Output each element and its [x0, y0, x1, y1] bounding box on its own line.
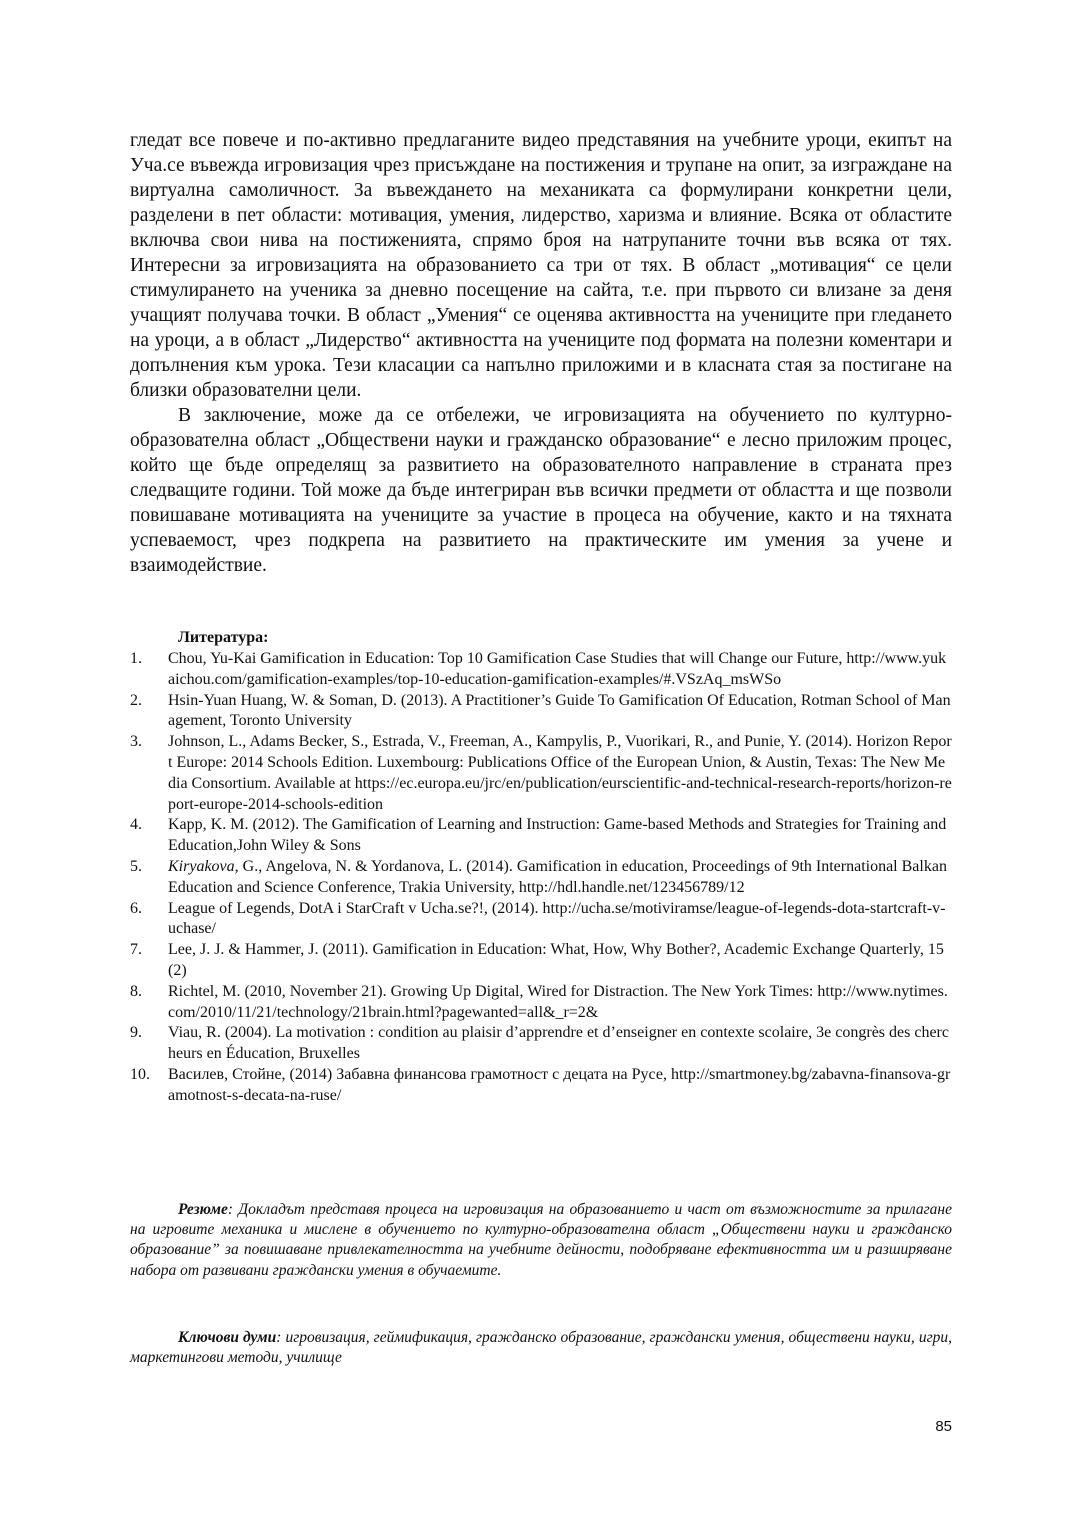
reference-number: 5. [130, 857, 142, 875]
references-list [130, 649, 952, 1107]
reference-text: Lee, J. J. & Hammer, J. (2011). Gamification in Education: What, How, Why Bother?, Academic Exchange Quarterly, 15(2) [168, 941, 944, 979]
page-number: 85 [935, 1418, 952, 1435]
reference-number: 3. [130, 733, 142, 751]
reference-item [130, 649, 952, 691]
reference-text: Richtel, M. (2010, November 21). Growing Up Digital, Wired for Distraction. The New York Times: http://www.nytimes.com/2010/11/21/technology/21brain.html?pagewanted=all&_r=2& [168, 982, 948, 1021]
summary-text: : Докладът представя процеса на игровизация на образованието и част от възможностите за прилагане на игровите механика и мислене в обучението по културно-образователна област „Обществени науки и гражданско образование” за повишаване привлекателността на учебните дейности, подобряване ефективността им и разширяване набора от развивани граждански умения в обучаемите. [130, 1201, 952, 1279]
reference-item [130, 691, 952, 733]
reference-item [130, 1065, 952, 1107]
references-heading: Литература: [178, 629, 269, 646]
reference-text: Hsin-Yuan Huang, W. & Soman, D. (2013). A Practitioner’s Guide To Gamification Of Education, Rotman School of Management, Toronto University [168, 691, 951, 730]
reference-item [130, 857, 952, 899]
reference-item [130, 1023, 952, 1065]
reference-item [130, 899, 952, 941]
body-paragraph-1: гледат все повече и по-активно предлаганите видео представяния на учебните уроци, екипът на Уча.се въвежда игровизация чрез присъждане на постижения и трупане на опит, за изграждане на виртуална самоличност. За въвеждането на механиката са формулирани конкретни цели, разделени в пет области: мотивация, умения, лидерство, харизма и влияние. Всяка от областите включва свои нива на постиженията, спрямо броя на натрупаните точни във всяка от тях. Интересни за игровизацията на образованието са три от тях. В област „мотивация“ се цели стимулирането на ученика за дневно посещение на сайта, т.е. при първото си влизане за деня учащият получава точки. В област „Умения“ се оценява активността на учениците при гледането на уроци, а в област „Лидерство“ активността на учениците под формата на полезни коментари и допълнения към урока. Тези класации са напълно приложими и в класната стая за постигане на близки образователни цели. [130, 130, 952, 401]
reference-text: League of Legends, DotA i StarCraft v Ucha.se?!, (2014). http://ucha.se/motiviramse/league-of-legends-dota-startcraft-v-uchase/ [168, 899, 946, 938]
reference-number: 9. [130, 1024, 142, 1042]
body-text [130, 128, 952, 578]
reference-number: 7. [130, 941, 142, 959]
reference-number: 4. [130, 816, 142, 834]
reference-item [130, 732, 952, 815]
reference-text: Viau, R. (2004). La motivation : condition au plaisir d’apprendre et d’enseigner en contexte scolaire, 3e congrès des chercheurs en Éducation, Bruxelles [168, 1024, 949, 1063]
reference-text: , G., Angelova, N. & Yordanova, L. (2014). Gamification in education, Proceedings of 9th International Balkan Education and Science Conference, Trakia University, http://hdl.handle.net/123456789/12 [168, 857, 947, 896]
keywords-label: Ключови думи [178, 1329, 277, 1346]
reference-text: Kapp, K. M. (2012). The Gamification of Learning and Instruction: Game-based Methods and Strategies for Training and Education,John Wiley & Sons [168, 816, 947, 855]
reference-item [130, 982, 952, 1024]
keywords-text: : игровизация, геймификация, гражданско образование, граждански умения, обществени науки, игри, маркетингови методи, училище [130, 1329, 952, 1367]
reference-text: Chou, Yu-Kai Gamification in Education: Top 10 Gamification Case Studies that will Change our Future, http://www.yukaichou.com/gamification-examples/top-10-education-gamification-examples/#.VSzAq_msWSo [168, 650, 947, 688]
reference-number: 10. [130, 1065, 150, 1083]
reference-number: 6. [130, 899, 142, 917]
reference-author-italic: Kiryakova [168, 857, 235, 875]
reference-number: 1. [130, 650, 142, 667]
reference-text: Johnson, L., Adams Becker, S., Estrada, V., Freeman, A., Kampylis, P., Vuorikari, R., and Punie, Y. (2014). Horizon Report Europe: 2014 Schools Edition. Luxembourg: Publications Office of the European Union, & Austin, Texas: The New Media Consortium. Available at https://ec.europa.eu/jrc/en/publication/eurscientific-and-technical-research-reports/horizon-report-europe-2014-schools-edition [168, 733, 952, 813]
reference-number: 8. [130, 982, 142, 1000]
reference-item [130, 940, 952, 982]
summary-paragraph [130, 1200, 952, 1281]
reference-number: 2. [130, 691, 142, 709]
keywords-paragraph [130, 1328, 952, 1368]
reference-item [130, 815, 952, 857]
reference-text: Василев, Стойне, (2014) Забавна финансова грамотност с децата на Русе, http://smartmoney.bg/zabavna-finansova-gramotnost-s-decata-na-ruse/ [168, 1065, 951, 1104]
body-paragraph-2: В заключение, може да се отбележи, че игровизацията на обучението по културно-образователна област „Обществени науки и гражданско образование“ е лесно приложим процес, който ще бъде определящ за развитието на образователното направление в страната през следващите години. Той може да бъде интегриран във всички предмети от областта и ще позволи повишаване мотивацията на учениците за участие в процеса на обучение, както и на тяхната успеваемост, чрез подкрепа на развитието на практическите им умения за учене и взаимодействие. [130, 405, 952, 576]
summary-label: Резюме [178, 1201, 228, 1218]
